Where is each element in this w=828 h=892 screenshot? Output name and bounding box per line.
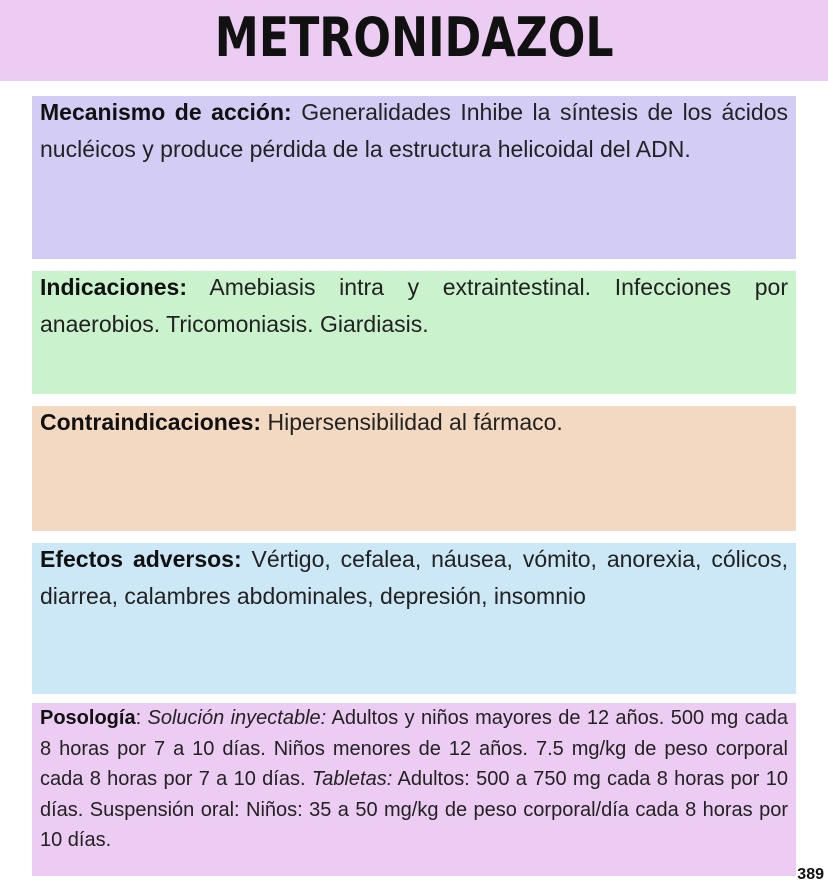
title-banner [0,0,828,81]
posologia-label: Posología [40,707,136,729]
section-indicaciones [32,271,796,394]
section-mecanismo [32,96,796,259]
indicaciones-label: Indicaciones: [40,274,187,300]
posologia-colon: : [135,707,148,729]
inyectable-text: Adultos y niños mayores de 12 años. 500 mg cada 8 horas por 7 a 10 días. Niños menores de 12 años. 7.5 mg/kg de peso corporal cada 8 horas por 7 a 10 días. [40,707,788,790]
page-number: 389 [797,866,824,883]
section-posologia [32,703,796,876]
indicaciones-text: Amebiasis intra y extraintestinal. Infecciones por anaerobios. Tricomoniasis. Giardiasis. [40,274,788,337]
section-efectos-adversos [32,543,796,694]
efectos-label: Efectos adversos: [40,546,242,572]
mecanismo-text: Generalidades Inhibe la síntesis de los ácidos nucléicos y produce pérdida de la estructura helicoidal del ADN. [40,99,788,162]
contraindicaciones-label: Contraindicaciones: [40,409,262,435]
contraindicaciones-text: Hipersensibilidad al fármaco. [261,409,563,435]
inyectable-label: Solución inyectable: [147,707,327,729]
efectos-text: Vértigo, cefalea, náusea, vómito, anorexia, cólicos, diarrea, calambres abdominales, depresión, insomnio [40,546,789,609]
tabletas-text: Adultos: 500 a 750 mg cada 8 horas por 10 días. Suspensión oral: Niños: 35 a 50 mg/kg de peso corporal/día cada 8 horas por 10 días. [40,768,788,851]
page-title: METRONIDAZOL [214,6,614,69]
mecanismo-label: Mecanismo de acción: [40,99,292,125]
section-contraindicaciones [32,406,796,531]
tabletas-label: Tabletas: [311,768,393,790]
